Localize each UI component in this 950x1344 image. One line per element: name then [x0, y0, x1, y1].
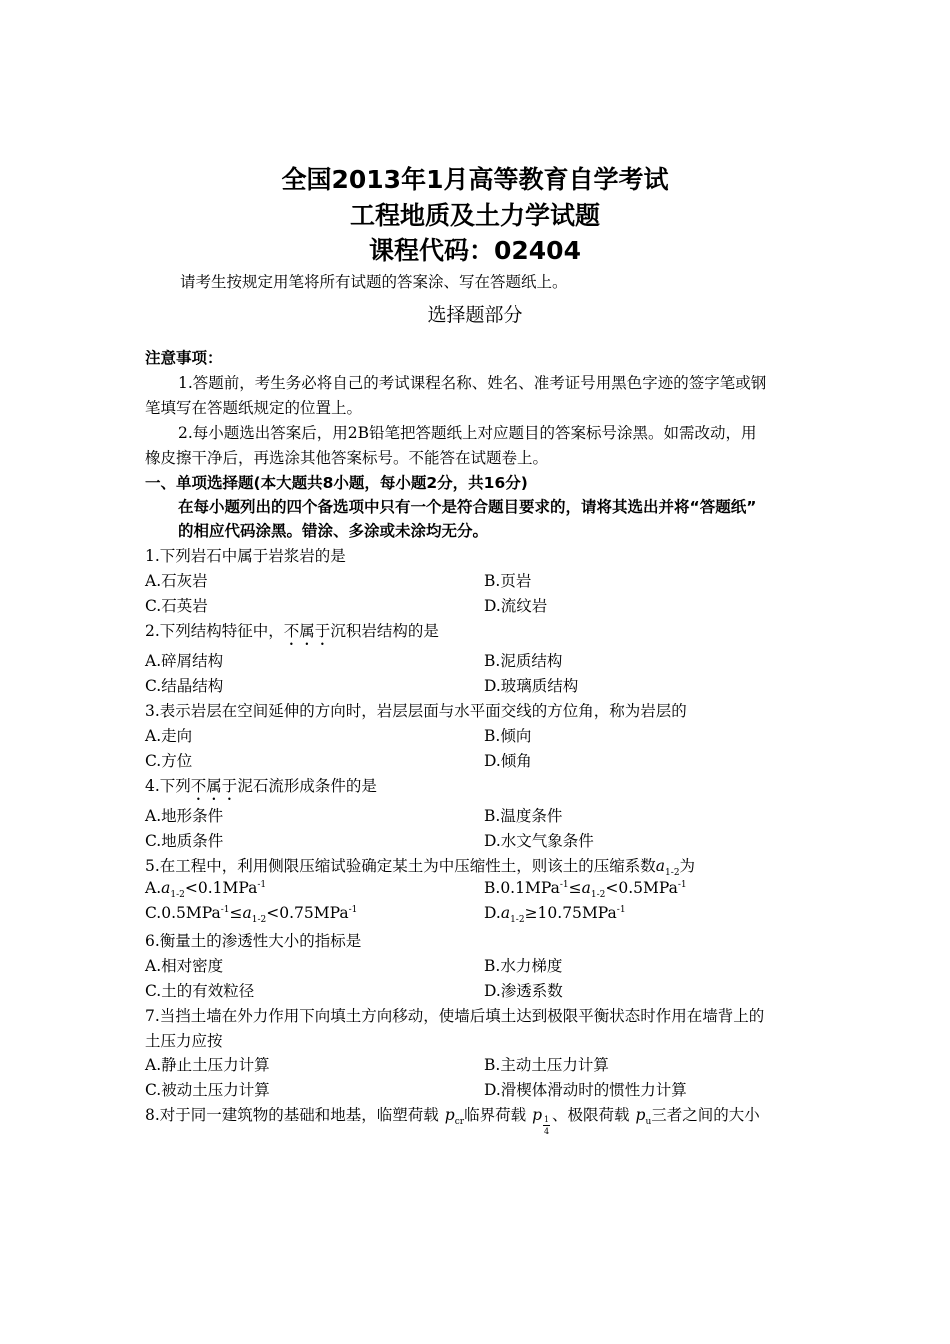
q8-p-quarter-symbol: p — [532, 1106, 543, 1124]
q5-a-unit: MPa — [222, 879, 258, 897]
q4-stem-post: 泥石流形成条件的是 — [237, 777, 377, 795]
q6-option-a: A.相对密度 — [145, 957, 224, 975]
course-code: 课程代码：02404 — [369, 236, 581, 265]
question-7-stem-line-1: 7.当挡土墙在外力作用下向填土方向移动，使墙后填土达到极限平衡状态时作用在墙背上的 — [145, 1007, 765, 1025]
notes-heading: 注意事项： — [145, 349, 223, 367]
q5-c-exp1: -1 — [220, 904, 230, 915]
q5-c-op: ≤ — [229, 904, 243, 922]
q5-stem-end: 为 — [679, 857, 696, 875]
q5-a-symbol: a — [161, 879, 171, 897]
part1-desc-line-1: 在每小题列出的四个备选项中只有一个是符合题目要求的，请将其选出并将“答题纸” — [178, 498, 757, 516]
q8-stem-a: 8.对于同一建筑物的基础和地基，临塑荷载 — [145, 1106, 439, 1124]
answer-instruction: 请考生按规定用笔将所有试题的答案涂、写在答题纸上。 — [180, 273, 568, 291]
q5-symbol: a — [655, 857, 666, 875]
question-1-stem: 1.下列岩石中属于岩浆岩的是 — [145, 547, 346, 565]
q2-option-c: C.结晶结构 — [145, 677, 224, 695]
q7-option-c: C.被动土压力计算 — [145, 1081, 270, 1099]
q5-option-c — [145, 904, 357, 925]
q5-d-unit: MPa — [581, 904, 617, 922]
question-8-stem — [145, 1103, 760, 1136]
q8-p-cr-symbol: p — [444, 1106, 455, 1124]
q5-b-value: <0.5 — [605, 879, 643, 897]
q5-stem: 5.在工程中，利用侧限压缩试验确定某土为中压缩性土，则该土的压缩系数 — [145, 857, 656, 875]
q6-option-c: C.土的有效粒径 — [145, 982, 255, 1000]
q5-b-unit2: MPa — [643, 879, 678, 897]
q5-c-exp2: -1 — [348, 904, 358, 915]
q8-fraction-den: 4 — [544, 1127, 550, 1136]
q2-option-d: D.玻璃质结构 — [484, 677, 579, 695]
q6-option-b: B.水力梯度 — [484, 957, 563, 975]
q1-option-b: B.页岩 — [484, 572, 532, 590]
q1-option-a: A.石灰岩 — [145, 572, 208, 590]
q8-p-u-symbol: p — [635, 1106, 646, 1124]
q5-b-exp2: -1 — [677, 879, 687, 890]
q1-option-c: C.石英岩 — [145, 597, 208, 615]
question-5-stem — [145, 854, 695, 878]
q7-option-d: D.滑楔体滑动时的惯性力计算 — [484, 1081, 687, 1099]
q5-c-symbol: a — [242, 904, 252, 922]
question-6-stem: 6.衡量土的渗透性大小的指标是 — [145, 932, 362, 950]
q8-fraction-num: 1 — [544, 1115, 550, 1124]
q2-stem-emphasis: 不属于 — [283, 622, 331, 640]
q3-option-b: B.倾向 — [484, 727, 532, 745]
q8-stem-b: 临界荷载 — [464, 1106, 527, 1124]
q2-option-a: A.碎屑结构 — [145, 652, 224, 670]
q5-d-value: ≥10.75 — [524, 904, 582, 922]
q5-d-sub: 1-2 — [510, 915, 525, 926]
question-3-stem: 3.表示岩层在空间延伸的方向时，岩层层面与水平面交线的方位角，称为岩层的 — [145, 702, 687, 720]
q5-b-prefix: B.0.1 — [484, 879, 525, 897]
q8-fraction-bar — [543, 1125, 550, 1126]
q5-b-symbol: a — [581, 879, 591, 897]
part1-heading: 一、单项选择题(本大题共8小题，每小题2分，共16分) — [145, 474, 528, 492]
q7-option-b: B.主动土压力计算 — [484, 1056, 609, 1074]
q5-d-symbol: a — [500, 904, 511, 922]
q2-stem-pre: 2.下列结构特征中， — [145, 622, 284, 640]
q5-c-value: <0.75 — [266, 904, 314, 922]
q5-d-exp: -1 — [616, 904, 626, 915]
note-2-line-1: 2.每小题选出答案后，用2B铅笔把答题纸上对应题目的答案标号涂黑。如需改动，用 — [178, 424, 757, 442]
q5-c-unit1: MPa — [185, 904, 221, 922]
q4-option-b: B.温度条件 — [484, 807, 563, 825]
q5-b-sub: 1-2 — [590, 890, 606, 901]
q4-stem-pre: 4.下列 — [145, 777, 191, 795]
q5-a-prefix: A. — [145, 879, 162, 897]
note-2-line-2: 橡皮擦干净后，再选涂其他答案标号。不能答在试题卷上。 — [145, 449, 549, 467]
q5-b-op: ≤ — [568, 879, 582, 897]
q5-c-prefix: C.0.5 — [145, 904, 186, 922]
q5-d-prefix: D. — [484, 904, 501, 922]
q5-option-a — [145, 879, 266, 900]
q5-b-unit1: MPa — [524, 879, 560, 897]
q5-c-unit2: MPa — [313, 904, 349, 922]
exam-title: 全国2013年1月高等教育自学考试 — [281, 165, 669, 194]
note-1-line-2: 笔填写在答题纸规定的位置上。 — [145, 399, 363, 417]
q5-option-d — [484, 904, 626, 925]
q5-a-value: <0.1 — [184, 879, 223, 897]
q4-option-a: A.地形条件 — [145, 807, 224, 825]
q5-a-exp: -1 — [257, 879, 267, 890]
q5-b-exp1: -1 — [559, 879, 569, 890]
subject-title: 工程地质及土力学试题 — [349, 201, 600, 230]
q5-c-sub: 1-2 — [251, 915, 267, 926]
question-2-stem — [145, 619, 439, 649]
q2-stem-post: 沉积岩结构的是 — [330, 622, 439, 640]
q8-quarter-fraction — [542, 1115, 552, 1136]
q8-stem-c: 、极限荷载 — [552, 1106, 630, 1124]
q5-option-b — [484, 879, 687, 900]
q6-option-d: D.渗透系数 — [484, 982, 563, 1000]
q4-option-d: D.水文气象条件 — [484, 832, 594, 850]
q1-option-d: D.流纹岩 — [484, 597, 548, 615]
section-heading: 选择题部分 — [427, 304, 523, 326]
question-4-stem — [145, 774, 377, 804]
q4-option-c: C.地质条件 — [145, 832, 224, 850]
note-1-line-1: 1.答题前，考生务必将自己的考试课程名称、姓名、准考证号用黑色字迹的签字笔或钢 — [178, 374, 767, 392]
q3-option-d: D.倾角 — [484, 752, 532, 770]
part1-desc-line-2: 的相应代码涂黑。错涂、多涂或未涂均无分。 — [178, 522, 489, 540]
q8-stem-d: 三者之间的大小 — [651, 1106, 760, 1124]
q3-option-a: A.走向 — [145, 727, 193, 745]
q7-option-a: A.静止土压力计算 — [145, 1056, 270, 1074]
q5-symbol-sub: 1-2 — [665, 868, 680, 879]
q8-p-u-sub: u — [645, 1117, 652, 1128]
q5-a-sub: 1-2 — [170, 890, 185, 901]
q4-stem-emphasis: 不属于 — [190, 777, 238, 795]
q2-option-b: B.泥质结构 — [484, 652, 563, 670]
q3-option-c: C.方位 — [145, 752, 193, 770]
question-7-stem-line-2: 土压力应按 — [145, 1032, 223, 1050]
q8-p-cr-sub: cr — [454, 1117, 465, 1128]
